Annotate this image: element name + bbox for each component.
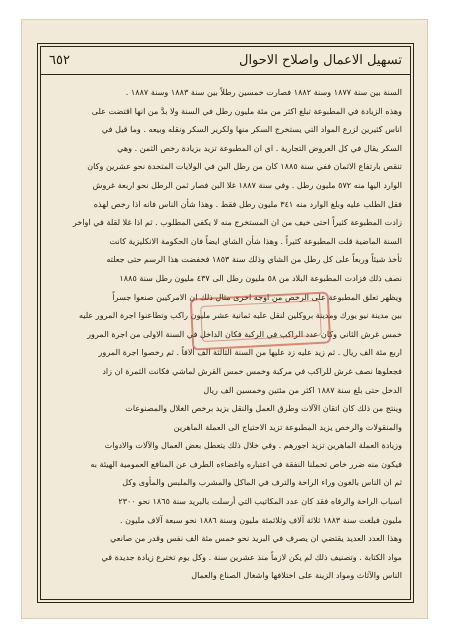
text-line: فيكون منه ضرر خاص تحملنا النفقة في اعتباره واغضاءه الطرف عن المنافع العمومية الهيئة به	[90, 458, 402, 469]
text-line: السكر يقال في كل العروض التجارية . اي ان المطبوعة تزيد بزيادة رخص الثمن . وهي	[117, 142, 402, 153]
text-line: بين مدينة نيو يورك ومدينة بروكلين لنقل عليه ثمانية عشر مليون راكب وتطاعنوا اجرة المرور عليه	[78, 310, 402, 321]
text-line: خمس غرش الثاني وكان عدد الراكب في الركبة فكان الداخل في السنة الاولى من اجرة المرور	[87, 328, 402, 339]
text-line: السنة بين سنة ١٨٧٧ وسنة ١٨٨٢ فصارت خمسين رطلاً بين سنة ١٨٨٣ وسنة ١٨٨٧ .	[125, 87, 402, 97]
text-line: مليون فبلغت سنة ١٨٨٣ ثلاثة آلاف وثلاثمئة مليون وسنة ١٨٨٦ نحو سبعة آلاف مليون .	[119, 514, 402, 525]
text-line: ثم ان الناس بالغون وراء الراحة والترف في الماكل والمشرب والملبس والمأوى وكل	[122, 477, 402, 488]
text-line: والمنقولات والرخص يزيد المطبوعة تزيد الاحتياج الى العملة الماهرين	[173, 421, 402, 432]
text-line: وهذا العدد العديد يقتضي ان يصرف في البريد نحو خمس مئة الف نفس وقدر من صانعي	[110, 533, 402, 544]
text-line: وينتج من ذلك كان اتقان الآلات وطرق العمل والنقل يزيد برخص الغلال والمصنوعات	[125, 403, 402, 414]
running-title: تسهيل الاعمال واصلاح الاحوال	[239, 53, 402, 68]
text-line: فقل الطلب عليه وبلغ الوارد منه ٣٤١ مليون رطل فقط . وهذا شأن الناس فانه اذا رخص لهذه	[93, 198, 402, 209]
page-number: ٦٥٢	[49, 53, 70, 68]
text-line: ويظهر تعلق المطبوعة على الرخص من اوجه اخرى مثال ذلك ان الامركيين صنعوا جسراً	[112, 291, 402, 302]
text-line: زادت المطبوعة كثيراً احتى خيف من ان المستخرج منه لا يكفي المطلوب . ثم اذا غلا لقلة في اواخر	[72, 217, 402, 228]
text-line: اناس كثيرين لزرع المواد التي يستخرج السكر منها ولكرير السكر ونقله وبيعه . وما قيل في	[101, 124, 402, 135]
text-line: تنقص بارتفاع الاثمان ففي سنة ١٨٨٥ كان من رطل البن في الولايات المتحدة نحو عشرين وكان	[87, 161, 402, 172]
text-line: اربع مئة الف ريال . ثم زيد عليه زد عليها من السنة الثالثة الف ألافاً . ثم رخصوا اجرة المرور	[98, 347, 402, 358]
text-line: الوارد اليها منه ٥٧٢ مليون رطل . وفي سنة ١٨٨٧ غلا البن فصار ثمن الرطل نحو اربعة غروش	[92, 179, 402, 190]
text-line: وهذه الزيادة في المطبوعة تبلغ اكثر من مئة مليون رطل في السنة ولا بدَّ من انها اقتضت على	[91, 105, 402, 116]
page-border	[40, 46, 411, 600]
text-line: اسباب الراحة والرفاه فقد كان عدد المكاتيب التي أرسلت بالبريد سنة ١٨٦٥ نحو ٢٣٠٠	[118, 496, 402, 507]
text-line: وزيادة العملة الماهرين تزيد اجورهم . وفي خلال ذلك يتعطل بعض العمال والآلات والادوات	[104, 440, 402, 451]
text-line: فجعلوها نصف غرش للراكب في مركبة وخمس خمس القرش لماشي فكانت الثمرة ان زاد	[102, 365, 402, 376]
text-line: الدخل حتى بلغ سنة ١٨٨٧ اكثر من مئتين وخمسين الف ريال	[203, 384, 402, 395]
library-stamp-inner	[200, 300, 322, 342]
book-page	[22, 20, 427, 618]
text-line: تأخذ شيئاً وربعاً على كل رطل من الشاي وذلك سنة ١٨٥٣ فخفضت هذا الرسم حتى جعلته	[106, 254, 402, 265]
library-stamp	[190, 291, 332, 350]
text-line: نصف ذلك فزادت المطبوعة البلاد من ٥٨ مليون رطل الى ٤٣٧ مليون رطل سنة ١٨٨٥	[119, 272, 402, 283]
text-line: السنة الماضية قلت المطبوعة كثيراً . وهذا شأن الشاي ايضاً فان الحكومة الانكليزية كانت	[109, 235, 402, 246]
text-line: الناس والآثاث ومواد الزينة على اختلافها واشغال الصناع والعمال	[191, 570, 402, 581]
text-line: مواد الكتابة . وتصنيف ذلك لم يكن لازماً منذ عشرين سنة . وكل يوم تخترع زيادة جديدة في	[101, 551, 402, 562]
page-header	[41, 47, 410, 75]
